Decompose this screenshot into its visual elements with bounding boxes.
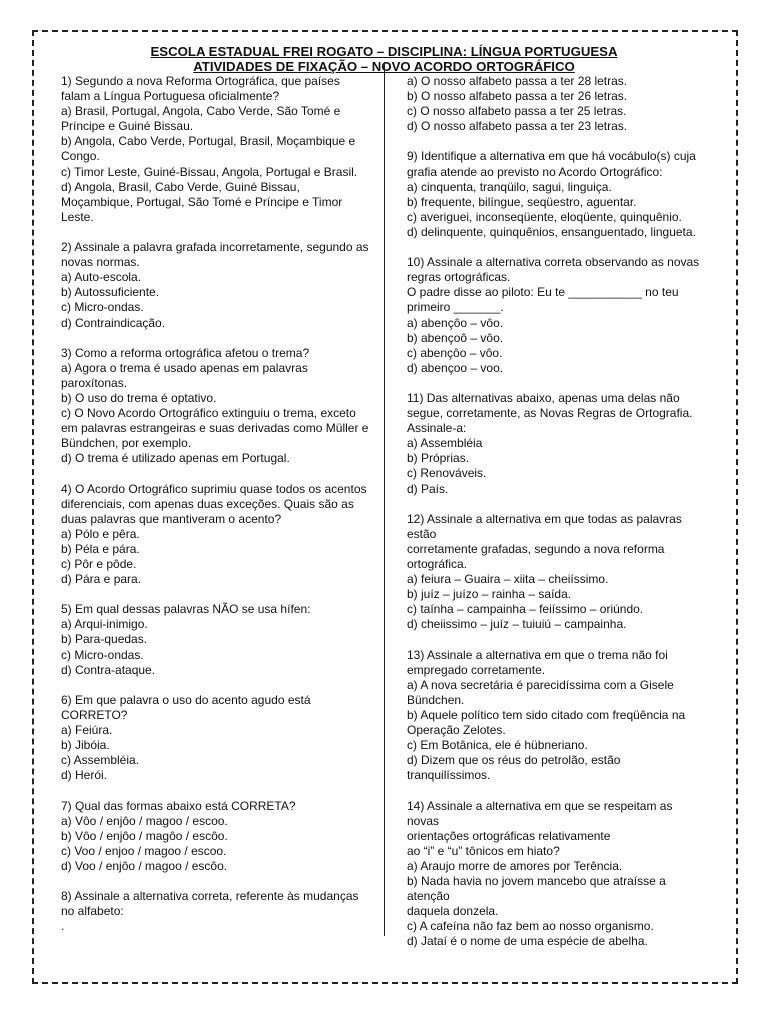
question-line: grafia atende ao previsto no Acordo Ortográfico: xyxy=(407,164,663,179)
question-line: ortográfica. xyxy=(407,557,468,571)
question-line: a) Feiúra. xyxy=(61,723,113,738)
question-line: b) Vôo / enjôo / magôo / escôo. xyxy=(61,828,228,843)
question-4 xyxy=(61,482,375,588)
question-line: d) Voo / enjôo / magoo / escôo. xyxy=(61,858,228,873)
left-column xyxy=(61,74,375,949)
question-line: d) Contraindicação. xyxy=(61,315,166,330)
question-5 xyxy=(61,602,375,677)
question-line: d) Angola, Brasil, Cabo Verde, Guiné Bissau, xyxy=(61,179,300,194)
question-8-options xyxy=(407,74,707,134)
question-line: b) Para-quedas. xyxy=(61,632,148,647)
question-line: b) Péla e pára. xyxy=(61,541,140,556)
question-6 xyxy=(61,693,375,784)
header-school-line: ESCOLA ESTADUAL FREI ROGATO – DISCIPLINA: LÍNGUA PORTUGUESA xyxy=(150,44,618,59)
question-line: c) averiguei, inconseqüente, eloqüente, quinquênio. xyxy=(407,209,682,224)
question-line: c) Voo / enjoo / magoo / escoo. xyxy=(61,843,227,858)
question-line: d) O nosso alfabeto passa a ter 23 letras. xyxy=(407,119,628,134)
question-line: segue, corretamente, as Novas Regras de Ortografia. xyxy=(407,406,693,421)
question-line: d) abençoo – voo. xyxy=(407,360,504,375)
question-line: b) O nosso alfabeto passa a ter 26 letras. xyxy=(407,89,628,104)
question-line: d) cheiissimo – juíz – tuiuiú – campainha. xyxy=(407,617,627,632)
question-line: a) Agora o trema é usado apenas em palavras xyxy=(61,360,308,375)
question-line: no alfabeto: xyxy=(61,904,124,919)
question-2 xyxy=(61,240,375,331)
question-line: novas normas. xyxy=(61,255,140,270)
question-line: c) O nosso alfabeto passa a ter 25 letras. xyxy=(407,104,627,119)
question-line: c) Pôr e pôde. xyxy=(61,557,137,571)
question-line: b) frequente, bilíngue, seqüestro, aguentar. xyxy=(407,194,637,209)
question-line: empregado corretamente. xyxy=(407,662,546,677)
question-line: c) Micro-ondas. xyxy=(61,300,144,315)
question-line: Operação Zelotes. xyxy=(407,723,506,738)
question-line: orientações ortográficas relativamente xyxy=(407,828,611,843)
question-line: a) Pólo e pêra. xyxy=(61,526,140,541)
question-line: 13) Assinale a alternativa em que o trema não foi xyxy=(407,647,668,662)
question-line: b) Nada havia no jovem mancebo que atraísse a atenção xyxy=(407,873,670,904)
question-line: b) O uso do trema é optativo. xyxy=(61,390,217,405)
question-line: Príncipe e Guiné Bissau. xyxy=(61,119,194,134)
question-line: b) abençoô – vôo. xyxy=(407,330,504,345)
question-13 xyxy=(407,648,707,784)
question-line: diferenciais, com apenas duas exceções. Quais são as xyxy=(61,496,354,511)
question-line: a) Auto-escola. xyxy=(61,270,142,285)
question-9 xyxy=(407,149,707,240)
question-line: a) Vôo / enjôo / magoo / escoo. xyxy=(61,813,228,828)
question-line: b) Próprias. xyxy=(407,451,470,466)
question-line: 12) Assinale a alternativa em que todas as palavras estão xyxy=(407,511,686,541)
question-line: regras ortográficas. xyxy=(407,270,511,285)
question-line: 9) Identifique a alternativa em que há vocábulo(s) cuja xyxy=(407,149,696,164)
question-line: Bündchen. xyxy=(407,692,465,707)
question-line: duas palavras que mantiveram o acento? xyxy=(61,511,282,526)
question-line: ao “i” e “u” tônicos em hiato? xyxy=(407,843,560,858)
question-1 xyxy=(61,74,375,225)
question-line: daquela donzela. xyxy=(407,904,499,919)
question-line: 11) Das alternativas abaixo, apenas uma delas não xyxy=(407,390,680,405)
question-line: c) Micro-ondas. xyxy=(61,647,144,662)
question-line: Assinale-a: xyxy=(407,421,467,436)
question-line: Moçambique, Portugal, São Tomé e Príncipe e Timor xyxy=(61,194,343,209)
question-line: a) O nosso alfabeto passa a ter 28 letras. xyxy=(407,74,628,88)
question-line: d) Pára e para. xyxy=(61,572,142,587)
question-3 xyxy=(61,346,375,467)
question-line: c) taínha – campainha – feiíssimo – oriúndo. xyxy=(407,602,644,617)
question-line: a) Arqui-inimigo. xyxy=(61,617,148,632)
question-line: a) A nova secretária é parecidíssima com a Gisele xyxy=(407,677,674,692)
question-line: CORRETO? xyxy=(61,707,128,722)
right-column xyxy=(407,74,707,965)
question-line: d) Herói. xyxy=(61,768,108,783)
question-line: c) Assembléia. xyxy=(61,753,140,768)
question-line: c) A cafeína não faz bem ao nosso organismo. xyxy=(407,919,654,934)
question-line: d) O trema é utilizado apenas em Portugal. xyxy=(61,451,290,466)
question-line: c) Em Botânica, ele é hübneriano. xyxy=(407,738,588,753)
question-line: d) Contra-ataque. xyxy=(61,662,156,677)
question-line: 7) Qual das formas abaixo está CORRETA? xyxy=(61,798,296,813)
question-line: . xyxy=(61,919,65,934)
question-10 xyxy=(407,255,707,376)
question-line: corretamente grafadas, segundo a nova reforma xyxy=(407,541,665,556)
question-line: c) Renováveis. xyxy=(407,466,487,481)
question-line: 5) Em qual dessas palavras NÃO se usa hífen: xyxy=(61,602,311,617)
question-line: 2) Assinale a palavra grafada incorretamente, segundo as xyxy=(61,240,369,255)
question-line: c) Timor Leste, Guiné-Bissau, Angola, Portugal e Brasil. xyxy=(61,164,358,179)
question-line: Bündchen, por exemplo. xyxy=(61,436,192,451)
question-line: falam a Língua Portuguesa oficialmente? xyxy=(61,89,280,104)
question-line: 10) Assinale a alternativa correta observando as novas xyxy=(407,255,700,270)
question-7 xyxy=(61,799,375,874)
question-line: primeiro _______. xyxy=(407,300,504,315)
question-8 xyxy=(61,889,375,934)
question-line: b) Angola, Cabo Verde, Portugal, Brasil, Moçambique e xyxy=(61,134,356,149)
question-line: Leste. xyxy=(61,209,94,224)
question-11 xyxy=(407,391,707,497)
column-divider xyxy=(384,62,385,936)
question-line: 8) Assinale a alternativa correta, referente às mudanças xyxy=(61,889,359,904)
question-line: 4) O Acordo Ortográfico suprimiu quase todos os acentos xyxy=(61,481,367,496)
question-line: a) feiura – Guaira – xiita – cheiíssimo. xyxy=(407,572,609,587)
question-line: Congo. xyxy=(61,149,100,164)
question-line: a) Araujo morre de amores por Terência. xyxy=(407,858,623,873)
question-line: a) Assembléia xyxy=(407,436,483,451)
header-activity-line: ATIVIDADES DE FIXAÇÃO – NOVO ACORDO ORTOGRÁFICO xyxy=(193,59,575,74)
question-line: paroxítonas. xyxy=(61,375,128,390)
question-line: a) abençôo – vôo. xyxy=(407,315,504,330)
question-line: d) País. xyxy=(407,481,449,496)
question-line: 1) Segundo a nova Reforma Ortográfica, que países xyxy=(61,74,340,88)
question-line: a) cinquenta, tranqüilo, sagui, linguiça. xyxy=(407,179,612,194)
question-line: O padre disse ao piloto: Eu te ___________ no teu xyxy=(407,285,679,300)
question-line: c) abençôo – vôo. xyxy=(407,345,503,360)
question-line: b) Jibóia. xyxy=(61,738,110,753)
question-line: d) delinquente, quinquênios, ensanguentado, lingueta. xyxy=(407,224,696,239)
question-12 xyxy=(407,512,707,633)
question-line: c) O Novo Acordo Ortográfico extinguiu o trema, exceto xyxy=(61,406,356,421)
question-14 xyxy=(407,799,707,950)
question-line: em palavras estrangeiras e suas derivadas como Müller e xyxy=(61,421,369,436)
question-line: 3) Como a reforma ortográfica afetou o trema? xyxy=(61,345,310,360)
question-line: 14) Assinale a alternativa em que se respeitam as novas xyxy=(407,798,676,828)
question-line: a) Brasil, Portugal, Angola, Cabo Verde, São Tomé e xyxy=(61,104,341,119)
question-line: b) Aquele político tem sido citado com freqüência na xyxy=(407,707,686,722)
question-line: 6) Em que palavra o uso do acento agudo está xyxy=(61,692,311,707)
question-line: d) Jataí é o nome de uma espécie de abelha. xyxy=(407,934,648,949)
question-line: b) juíz – juízo – rainha – saída. xyxy=(407,587,572,602)
question-line: b) Autossuficiente. xyxy=(61,285,160,300)
question-line: d) Dizem que os réus do petrolão, estão tranquilíssimos. xyxy=(407,753,624,783)
